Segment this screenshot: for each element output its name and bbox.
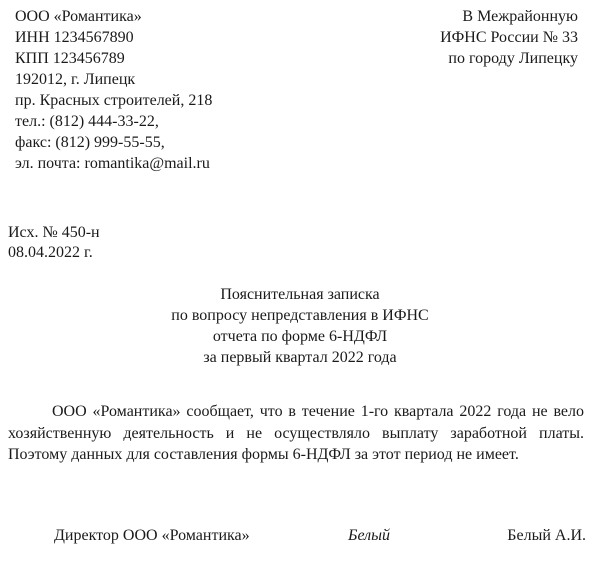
title-line-1: Пояснительная записка: [220, 286, 380, 303]
sender-email: эл. почта: romantika@mail.ru: [15, 155, 210, 172]
recipient-line-2: ИФНС России № 33: [440, 29, 578, 46]
outgoing-number: Исх. № 450-н: [8, 224, 100, 241]
recipient-line-1: В Межрайонную: [462, 8, 578, 25]
body-paragraph: [8, 401, 584, 466]
sender-company: ООО «Романтика»: [15, 8, 142, 25]
outgoing-date: 08.04.2022 г.: [8, 244, 93, 261]
title-line-3: отчета по форме 6-НДФЛ: [212, 328, 388, 345]
sender-city: 192012, г. Липецк: [15, 71, 136, 88]
sender-kpp: КПП 123456789: [15, 50, 125, 67]
body-paragraph-text: ООО «Романтика» сообщает, что в течение 1-го квартала 2022 года не вело хозяйственную деятельность и не осуществляло выплату заработной платы. Поэтому данных для составления формы 6-НДФЛ за этот период не имеет.: [8, 403, 584, 463]
sender-inn: ИНН 1234567890: [15, 29, 134, 46]
sender-phone: тел.: (812) 444-33-22,: [15, 113, 159, 130]
handwritten-signature: Белый: [348, 527, 390, 544]
sender-street: пр. Красных строителей, 218: [15, 92, 213, 109]
signatory-position: Директор ООО «Романтика»: [54, 527, 250, 544]
sender-fax: факс: (812) 999-55-55,: [15, 134, 165, 151]
title-line-4: за первый квартал 2022 года: [203, 349, 397, 366]
signatory-name: Белый А.И.: [507, 527, 586, 544]
recipient-line-3: по городу Липецку: [448, 50, 578, 67]
title-line-2: по вопросу непредставления в ИФНС: [171, 307, 429, 324]
